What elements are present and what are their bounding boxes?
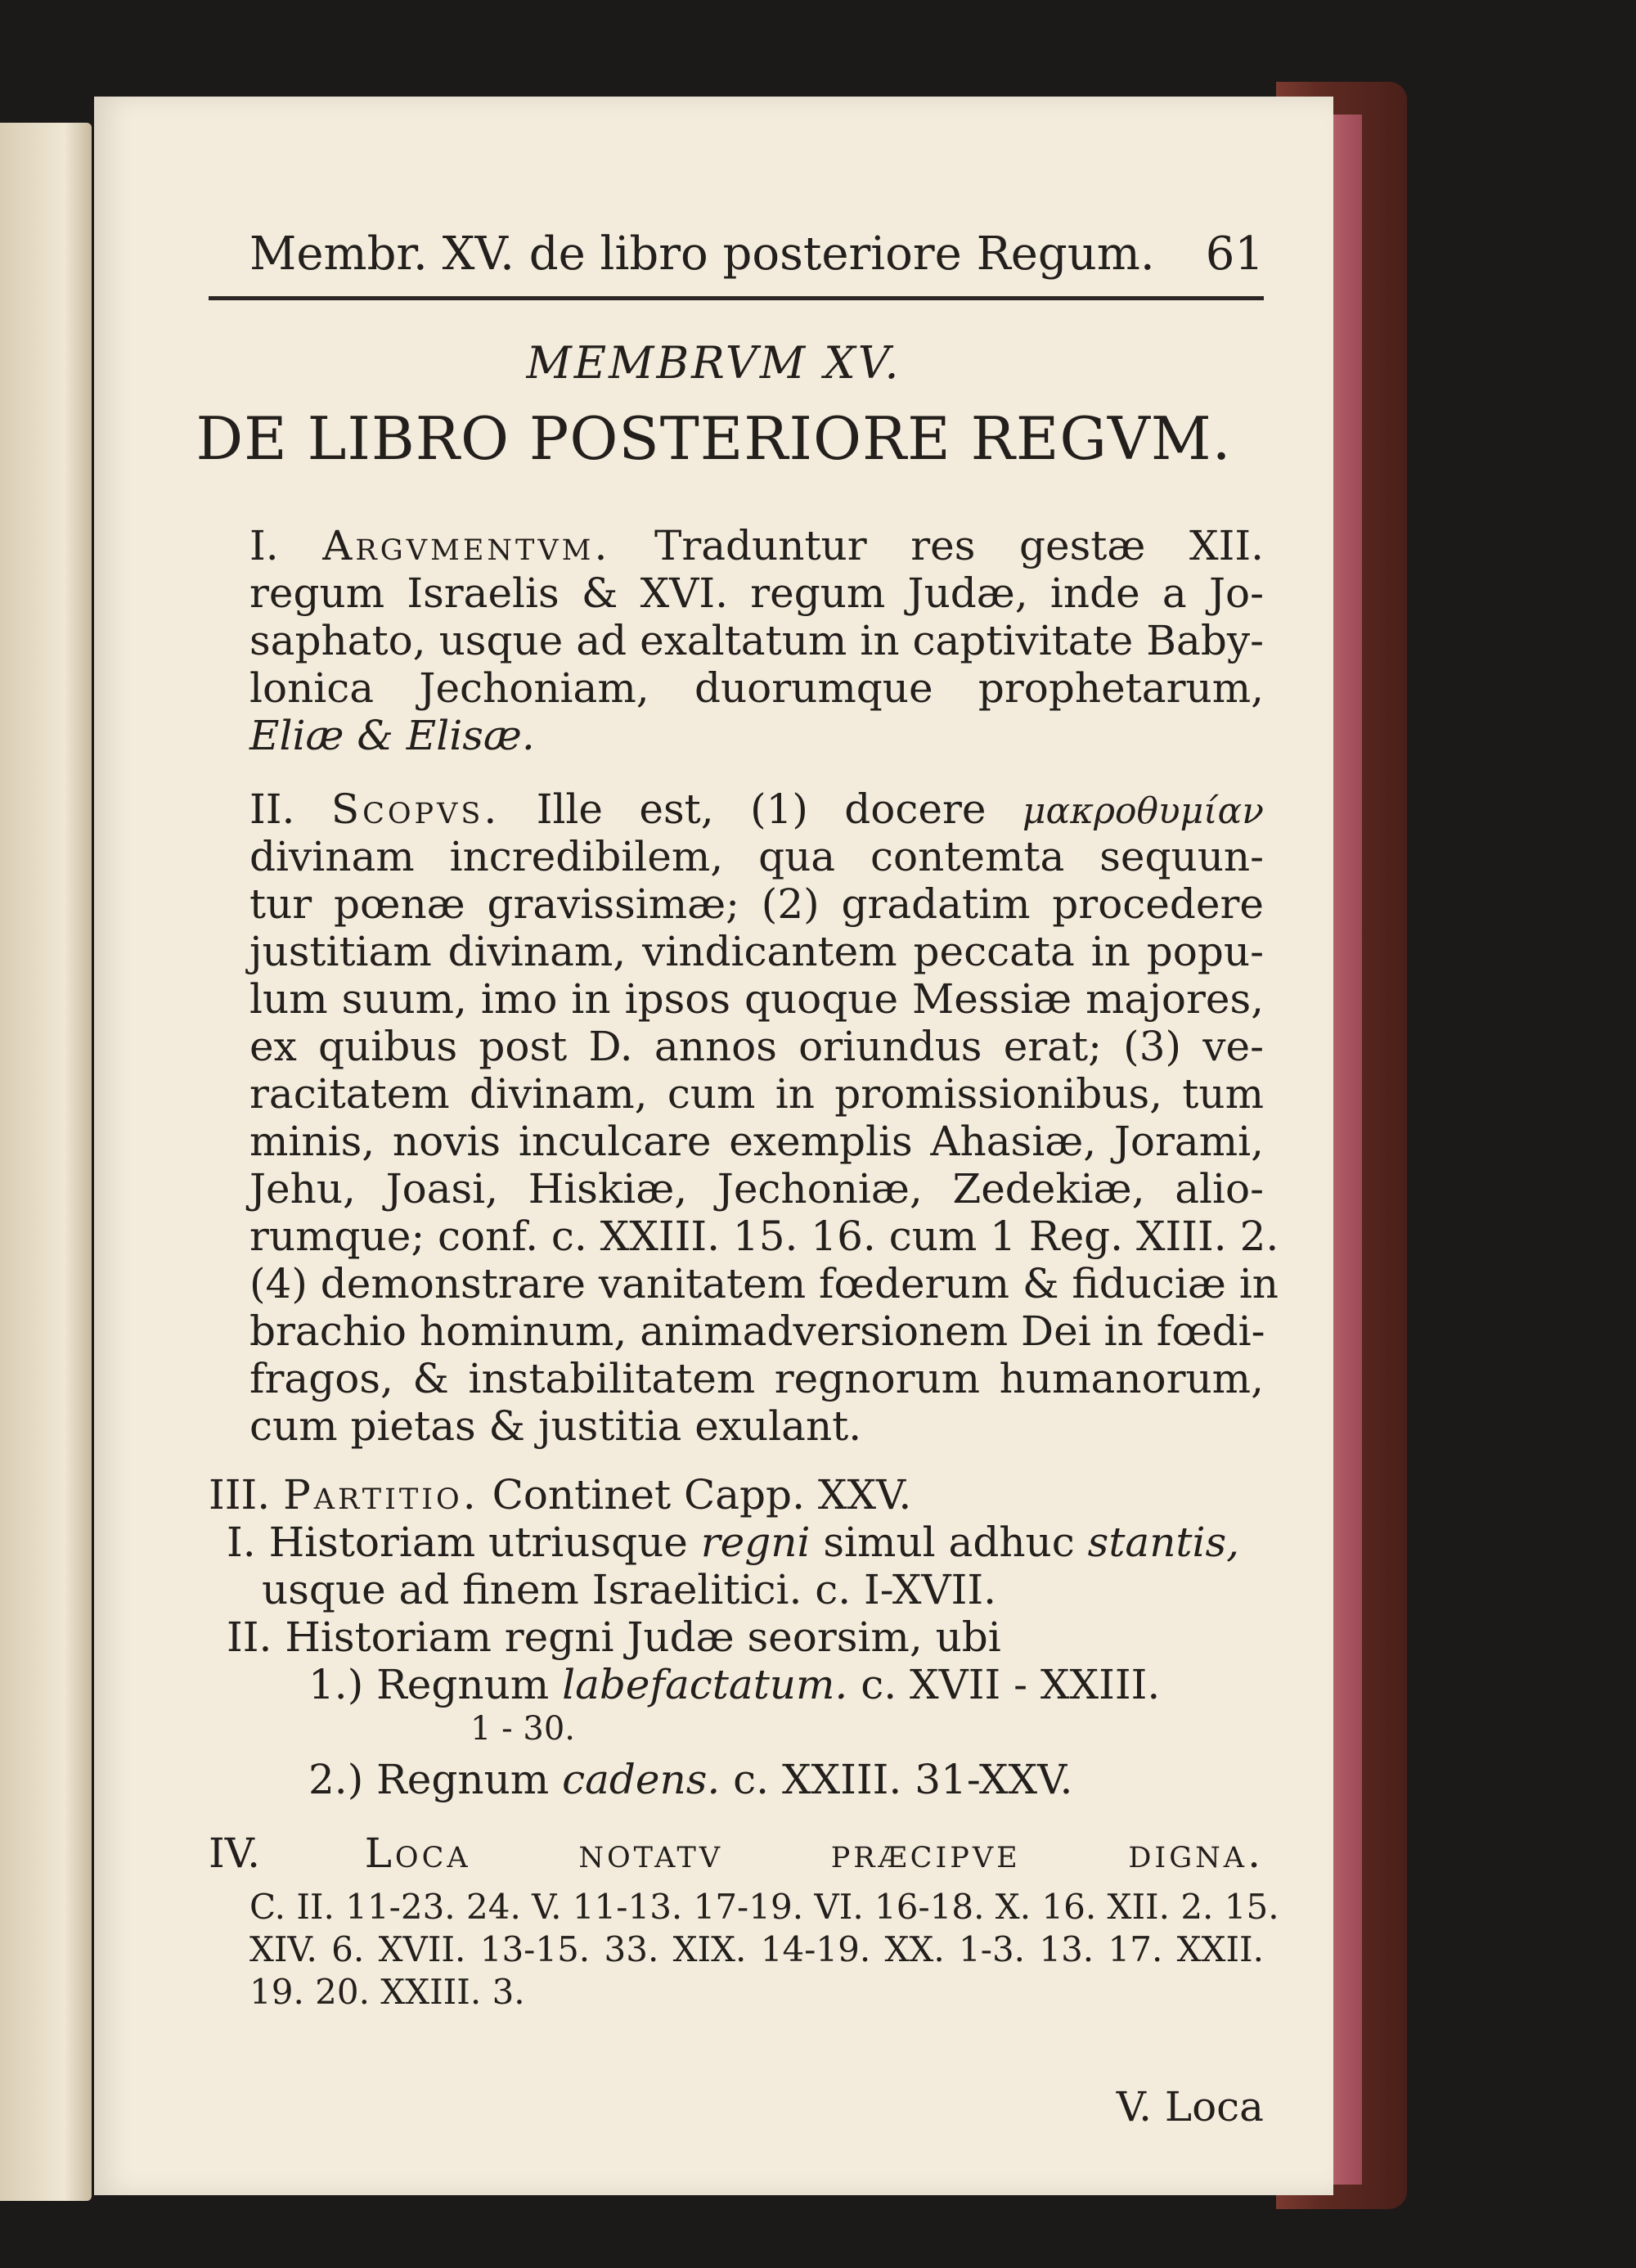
- argumentum-label: Argvmentvm.: [322, 522, 611, 569]
- scopus-label: Scopvs.: [330, 785, 501, 833]
- partitio-number: III.: [209, 1471, 271, 1519]
- scopus-line: cum pietas & justitia exulant.: [249, 1402, 862, 1450]
- scopus-line: minis, novis inculcare exemplis Ahasiæ, Jorami,: [249, 1118, 1264, 1165]
- argumentum-line-4: lonica Jechoniam, duorumque prophetarum,: [249, 664, 1264, 712]
- greek-word: μακροθυμίαν: [1022, 790, 1264, 832]
- argumentum-text: Traduntur res gestæ XII.: [654, 522, 1264, 569]
- running-title: Membr. XV. de libro posteriore Regum.: [249, 227, 1155, 281]
- item-number: II.: [227, 1613, 272, 1661]
- partitio-item-2: [227, 1613, 1001, 1661]
- argumentum-line-5: Eliæ & Elisæ.: [249, 712, 535, 759]
- scopus-line: fragos, & instabilitatem regnorum humanorum,: [249, 1355, 1264, 1402]
- partitio-sub-2: [308, 1756, 1072, 1803]
- section-label: MEMBRVM XV.: [526, 337, 901, 389]
- partitio-sub-1-line-2: 1 - 30.: [470, 1710, 576, 1748]
- scopus-line-1: [249, 785, 1264, 833]
- loca-label: Loca notatv præcipve digna.: [364, 1829, 1264, 1877]
- scopus-line: Jehu, Joasi, Hiskiæ, Jechoniæ, Zedekiæ, alio-: [249, 1165, 1264, 1213]
- scopus-line: tur pœnæ gravissimæ; (2) gradatim procedere: [249, 880, 1264, 928]
- scopus-line: rumque; conf. c. XXIII. 15. 16. cum 1 Reg. XIII. 2.: [249, 1213, 1279, 1260]
- item-text: Historiam utriusque: [268, 1519, 688, 1566]
- catchword: V. Loca: [1116, 2083, 1264, 2131]
- scopus-line: divinam incredibilem, qua contemta sequun-: [249, 833, 1264, 880]
- item-italic: regni: [700, 1519, 811, 1566]
- partitio-item-1: [227, 1519, 1239, 1566]
- sub-text: Regnum: [376, 1756, 550, 1803]
- loca-heading: [209, 1829, 1264, 1877]
- sub-number: 2.): [308, 1756, 364, 1803]
- sub-italic: labefactatum.: [562, 1661, 848, 1708]
- item-number: I.: [227, 1519, 256, 1566]
- loca-line: XIV. 6. XVII. 13-15. 33. XIX. 14-19. XX. 1-3. 13. 17. XXII.: [249, 1929, 1264, 1969]
- item-text: simul adhuc: [823, 1519, 1075, 1566]
- partitio-item-1-line-2: usque ad finem Israelitici. c. I-XVII.: [262, 1566, 997, 1613]
- item-text: Historiam regni Judæ seorsim, ubi: [285, 1613, 1001, 1661]
- scopus-line: justitiam divinam, vindicantem peccata in popu-: [249, 928, 1264, 975]
- loca-number: IV.: [209, 1829, 261, 1877]
- loca-line: C. II. 11-23. 24. V. 11-13. 17-19. VI. 16-18. X. 16. XII. 2. 15.: [249, 1887, 1279, 1927]
- partitio-sub-1: [308, 1661, 1160, 1708]
- argumentum-line-3: saphato, usque ad exaltatum in captivitate Baby-: [249, 617, 1264, 664]
- page-number: 61: [1205, 227, 1264, 281]
- partitio-label: Partitio.: [283, 1471, 479, 1519]
- item-italic: stantis,: [1087, 1519, 1240, 1566]
- left-page-edge: [0, 123, 92, 2201]
- argumentum-line-2: regum Israelis & XVI. regum Judæ, inde a Jo-: [249, 569, 1264, 617]
- scopus-line: racitatem divinam, cum in promissionibus, tum: [249, 1070, 1264, 1118]
- scopus-text: Ille est, (1) docere: [536, 785, 987, 833]
- scopus-line: brachio hominum, animadversionem Dei in fœdi-: [249, 1307, 1265, 1355]
- argumentum-line-1: [249, 522, 1264, 569]
- partitio-text: Continet Capp. XXV.: [492, 1471, 912, 1519]
- header-rule: [209, 296, 1264, 300]
- sub-number: 1.): [308, 1661, 364, 1708]
- partitio-heading: [209, 1471, 911, 1519]
- loca-line: 19. 20. XXIII. 3.: [249, 1972, 525, 2012]
- scopus-line: ex quibus post D. annos oriundus erat; (3) ve-: [249, 1023, 1264, 1070]
- scopus-number: II.: [249, 785, 295, 833]
- sub-text: c. XXIII. 31-XXV.: [733, 1756, 1073, 1803]
- scopus-line: (4) demonstrare vanitatem fœderum & fiduciæ in: [249, 1260, 1279, 1307]
- book-page: [94, 97, 1333, 2195]
- page-title: DE LIBRO POSTERIORE REGVM.: [196, 404, 1232, 473]
- sub-text: Regnum: [376, 1661, 550, 1708]
- sub-italic: cadens.: [562, 1756, 721, 1803]
- argumentum-number: I.: [249, 522, 279, 569]
- scopus-line: lum suum, imo in ipsos quoque Messiæ majores,: [249, 975, 1264, 1023]
- sub-text: c. XVII - XXIII.: [861, 1661, 1161, 1708]
